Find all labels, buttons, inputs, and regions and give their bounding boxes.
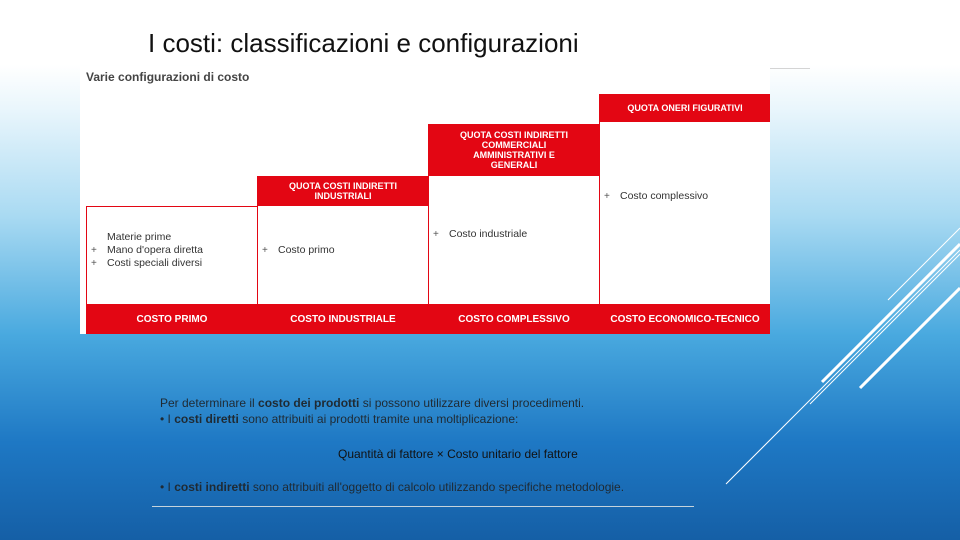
item-text: Costi speciali diversi xyxy=(107,257,203,269)
column-header: QUOTA ONERI FIGURATIVI xyxy=(600,94,770,122)
item-prefix: + xyxy=(604,191,610,202)
deco-line xyxy=(860,288,960,388)
text-run: • I xyxy=(160,412,175,426)
column-items xyxy=(604,190,766,203)
column-costo-primo xyxy=(86,206,258,334)
item-text: Mano d'opera diretta xyxy=(107,244,203,256)
column-items xyxy=(262,244,424,257)
deco-line xyxy=(822,244,960,382)
column-header: QUOTA COSTI INDIRETTI INDUSTRIALI xyxy=(258,176,428,206)
formula: Quantità di fattore × Costo unitario del fattore xyxy=(338,447,578,461)
text-run: si possono utilizzare diversi procedimenti. xyxy=(359,396,585,410)
deco-line xyxy=(888,228,960,300)
item-prefix: + xyxy=(262,245,268,256)
text-run: Per determinare il xyxy=(160,396,259,410)
item-text: Materie prime xyxy=(107,231,172,243)
text-run: • I xyxy=(160,480,175,494)
bottom-divider xyxy=(152,506,694,507)
bullet-costi-indiretti xyxy=(160,480,624,494)
column-items xyxy=(433,228,595,241)
text-run: sono attribuiti all'oggetto di calcolo utilizzando specifiche metodologie. xyxy=(249,480,625,494)
column-footer: COSTO PRIMO xyxy=(87,304,257,334)
item-row xyxy=(433,228,595,241)
item-text: Costo primo xyxy=(278,244,335,256)
item-row xyxy=(91,244,253,257)
text-run: sono attribuiti ai prodotti tramite una moltiplicazione: xyxy=(238,412,519,426)
intro-line xyxy=(160,395,720,411)
column-footer: COSTO INDUSTRIALE xyxy=(258,304,428,334)
emphasis-costi-indiretti: costi indiretti xyxy=(174,480,250,494)
bullet-costi-diretti xyxy=(160,411,720,427)
column-costo-industriale xyxy=(257,176,429,334)
item-row xyxy=(91,257,253,270)
column-items xyxy=(91,231,253,270)
item-prefix: + xyxy=(91,245,97,256)
column-footer: COSTO COMPLESSIVO xyxy=(429,304,599,334)
item-text: Costo industriale xyxy=(449,228,528,240)
diagram-title: Varie configurazioni di costo xyxy=(86,70,250,84)
column-costo-economico-tecnico xyxy=(599,94,770,334)
column-costo-complessivo xyxy=(428,124,600,334)
item-prefix: + xyxy=(433,229,439,240)
deco-line xyxy=(810,254,960,404)
item-row xyxy=(91,231,253,244)
item-row xyxy=(262,244,424,257)
body-text xyxy=(160,395,720,427)
item-row xyxy=(604,190,766,203)
emphasis-costo-dei-prodotti: costo dei prodotti xyxy=(258,396,360,410)
emphasis-costi-diretti: costi diretti xyxy=(174,412,239,426)
column-footer: COSTO ECONOMICO-TECNICO xyxy=(600,304,770,334)
slide-title: I costi: classificazioni e configurazioni xyxy=(148,28,579,58)
column-header: QUOTA COSTI INDIRETTI COMMERCIALI AMMINISTRATIVI E GENERALI xyxy=(429,124,599,176)
item-text: Costo complessivo xyxy=(620,190,709,202)
cost-configuration-diagram xyxy=(80,66,770,334)
item-prefix: + xyxy=(91,258,97,269)
